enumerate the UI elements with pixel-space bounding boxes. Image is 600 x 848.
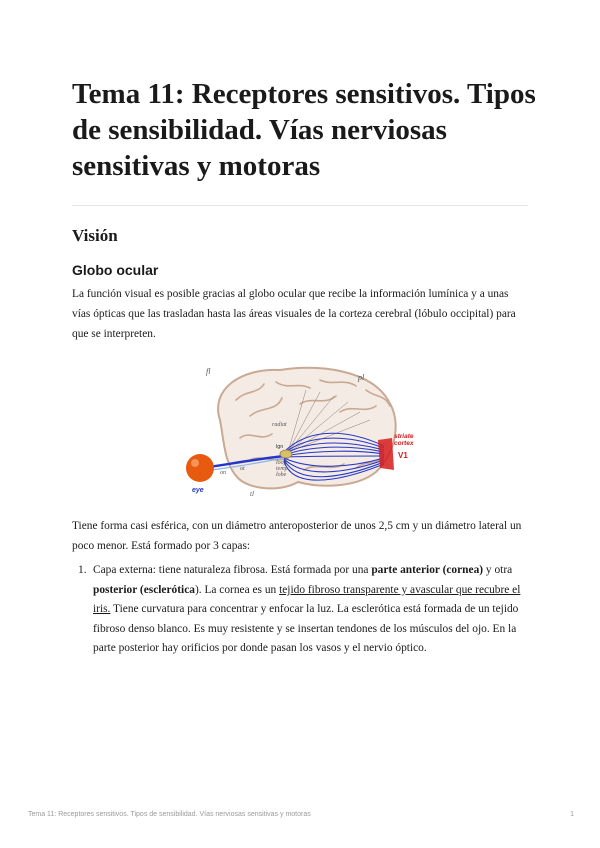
list-text: Capa externa: tiene naturaleza fibrosa. Está formada por una <box>93 564 372 576</box>
list-bold-term: posterior (esclerótica <box>93 583 195 596</box>
list-text: ). La cornea es un <box>194 583 280 596</box>
list-number: 1. <box>78 564 87 576</box>
list-underlined-text: tejido fibroso transparente y avascular que recubre el iris. <box>93 583 521 616</box>
label-v1: V1 <box>398 451 408 460</box>
title-divider <box>72 205 528 206</box>
list-bold-term: parte anterior (cornea) <box>371 564 484 576</box>
label-ot: ot <box>240 466 245 472</box>
label-striate: striate <box>394 433 414 440</box>
label-eye: eye <box>192 487 204 494</box>
label-lobe: lobe <box>276 472 287 478</box>
label-tl: tl <box>250 490 254 498</box>
label-temp: temp <box>276 466 288 472</box>
list-text: y otra <box>483 564 513 576</box>
section-heading: Visión <box>72 226 118 245</box>
intro-paragraph: La función visual es posible gracias al globo ocular que recibe la información lumínica y a unas vías ópticas que las trasladan hasta las áreas visuales de la corteza cerebral (lóbulo occipital) para que se interpreten. <box>72 288 516 340</box>
list-item <box>72 561 528 659</box>
page-footer <box>28 811 574 823</box>
footer-text: Tema 11: Receptores sensitivos. Tipos de sensibilidad. Vías nerviosas sensitivas y motoras <box>28 811 311 818</box>
lgn-nucleus <box>280 450 292 458</box>
striate-cortex <box>378 438 394 470</box>
eyeball <box>186 454 214 482</box>
label-cortex: cortex <box>394 440 414 447</box>
label-fl: fl <box>206 367 211 376</box>
visual-pathway-figure <box>180 360 420 500</box>
description-paragraph: Tiene forma casi esférica, con un diámetro anteroposterior de unos 2,5 cm y un diámetro lateral un poco menor. Está formado por 3 capas: <box>72 520 522 552</box>
subsection-heading: Globo ocular <box>72 262 159 278</box>
page-title: Tema 11: Receptores sensitivos. Tipos de sensibilidad. Vías nerviosas sensitivas y motoras <box>72 78 536 182</box>
label-lgn: lgn <box>276 444 284 450</box>
label-pl: pl <box>358 373 365 382</box>
layers-list <box>72 561 528 659</box>
list-text: Tiene curvatura para concentrar y enfocar la luz. La esclerótica está formada de un tejido fibroso denso blanco. Es muy resistente y se insertan tendones de los músculos del ojo. En la parte posterior hay orificios por donde pasan los vasos y el nervio óptico. <box>93 603 519 655</box>
page-number: 1 <box>570 811 574 818</box>
label-on: on <box>220 470 226 476</box>
label-loop: loop <box>276 460 287 466</box>
label-radiat: radiat <box>272 422 287 428</box>
